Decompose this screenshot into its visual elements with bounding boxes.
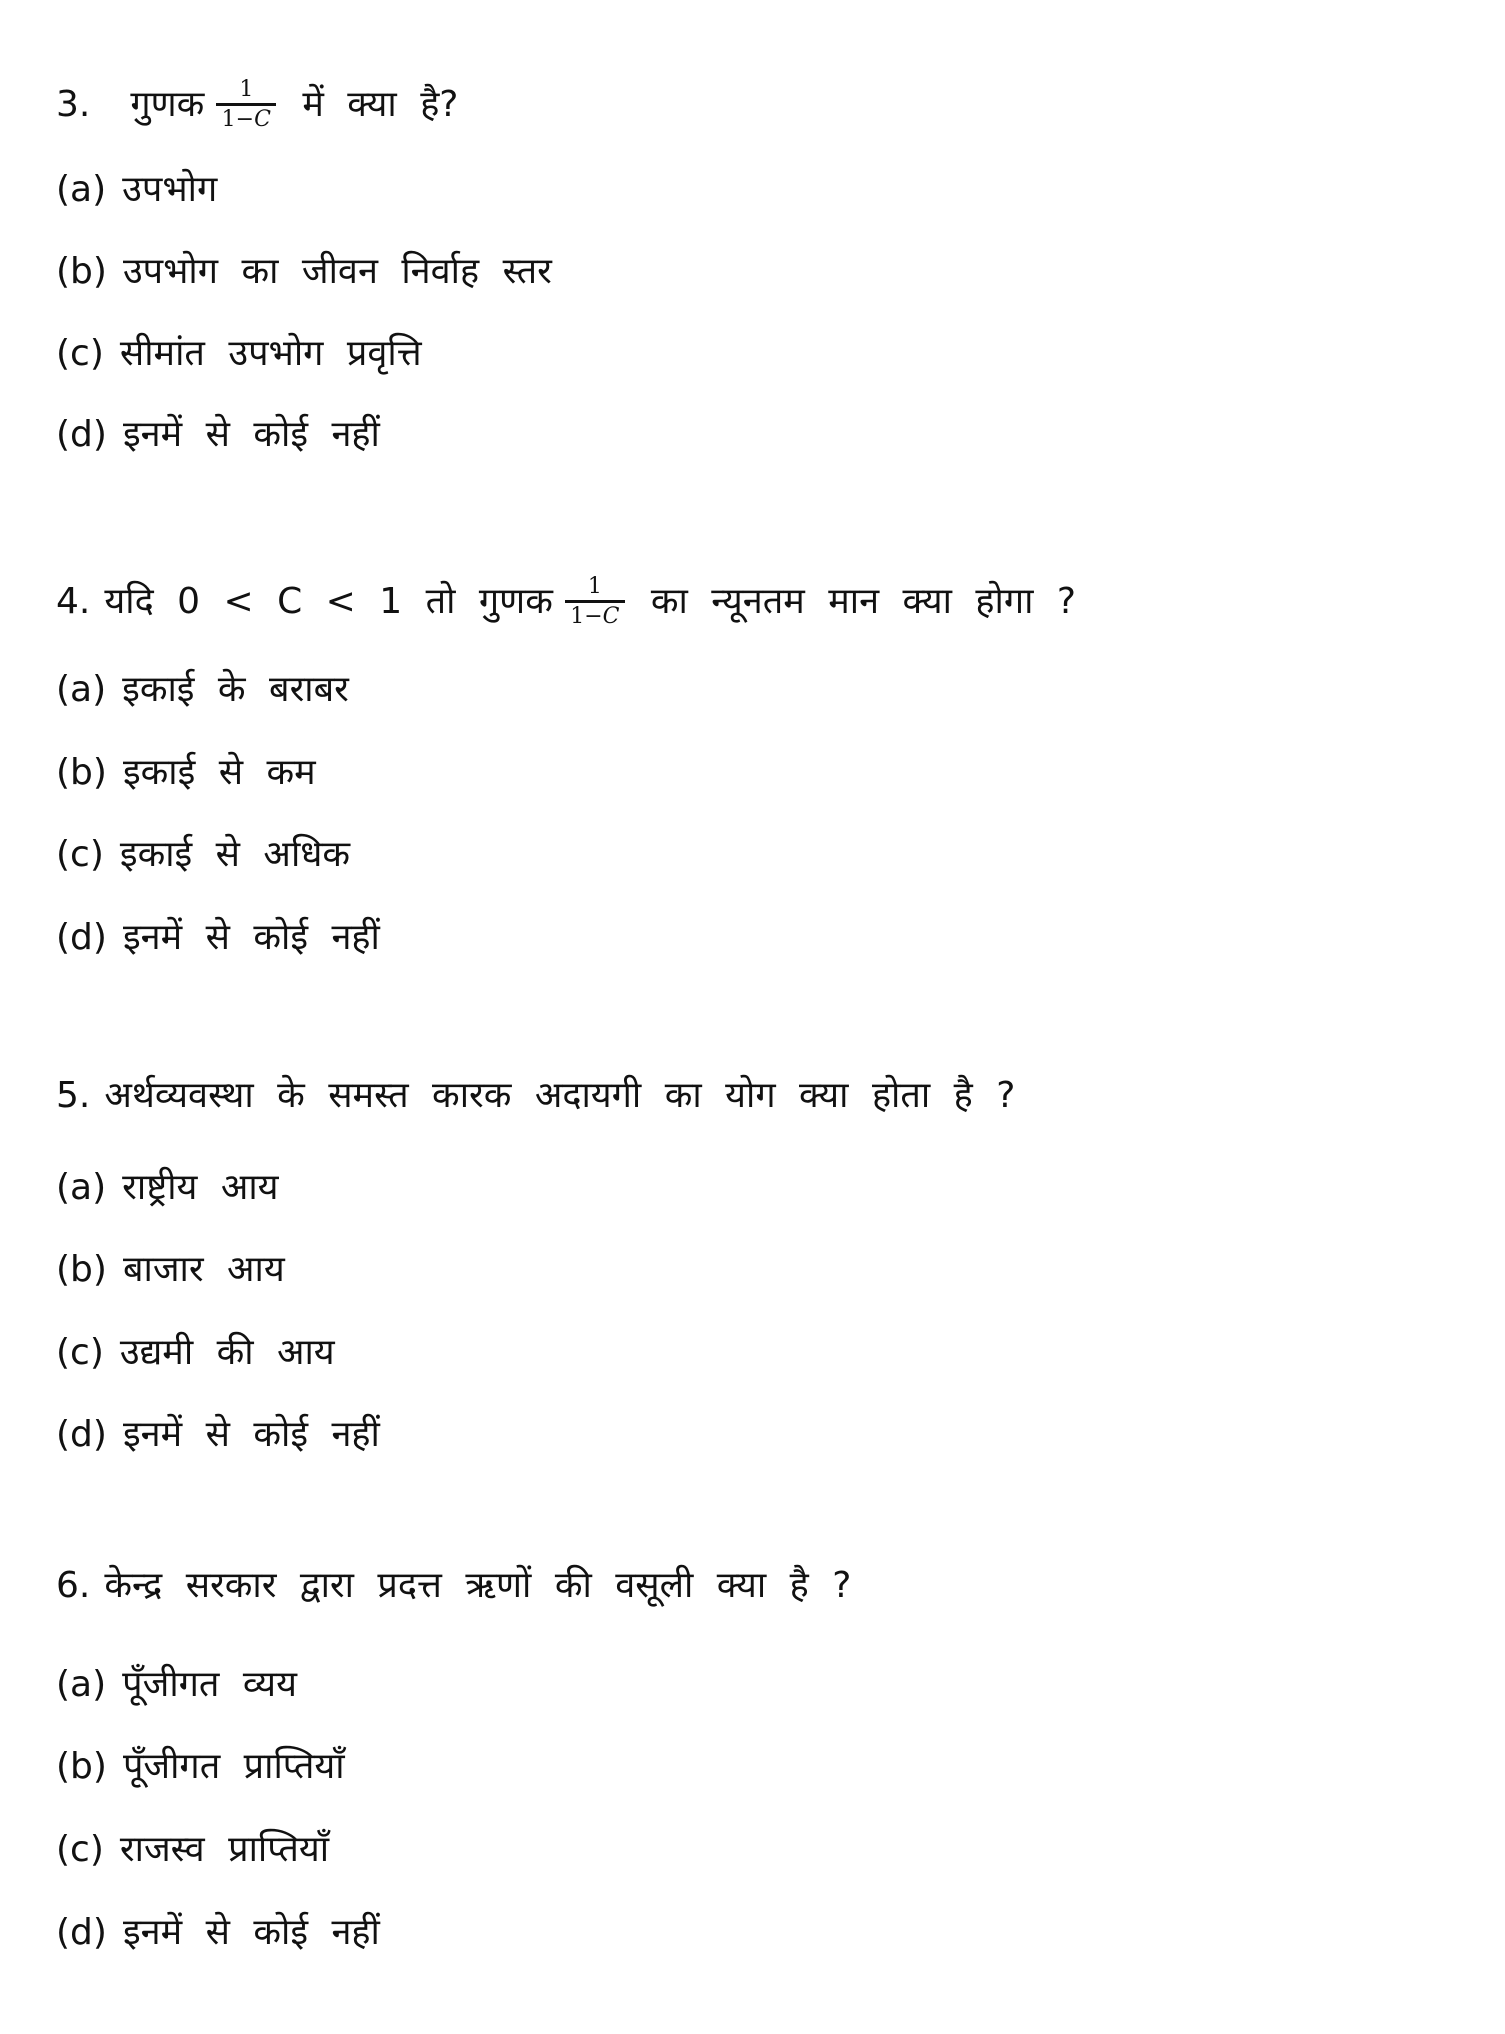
- question-text-after: का न्यूनतम मान क्या होगा ?: [650, 581, 1077, 622]
- fraction-denominator: [570, 603, 619, 628]
- option-5a[interactable]: [56, 1158, 279, 1218]
- option-text: बाजार आय: [122, 1249, 285, 1290]
- option-label: (d): [56, 414, 107, 455]
- question-number: 6.: [56, 1565, 91, 1606]
- option-text: राष्ट्रीय आय: [122, 1167, 279, 1208]
- option-label: (c): [56, 333, 104, 374]
- option-5d[interactable]: [56, 1405, 380, 1465]
- option-4a[interactable]: [56, 660, 349, 720]
- question-text-before: यदि 0 < C < 1 तो गुणक: [104, 581, 553, 622]
- option-text: उपभोग का जीवन निर्वाह स्तर: [122, 251, 552, 292]
- question-number: 5.: [56, 1075, 91, 1116]
- option-text: इकाई के बराबर: [122, 669, 349, 710]
- option-6d[interactable]: [56, 1903, 380, 1963]
- option-3b[interactable]: [56, 242, 552, 302]
- question-text-after: में क्या है?: [302, 84, 459, 125]
- question-5: [56, 1066, 1015, 1126]
- option-3a[interactable]: [56, 160, 217, 220]
- option-4b[interactable]: [56, 743, 316, 803]
- option-label: (b): [56, 1746, 107, 1787]
- fraction-numerator: 1: [239, 77, 254, 102]
- option-text: इकाई से कम: [122, 752, 316, 793]
- option-label: (d): [56, 1912, 107, 1953]
- option-5b[interactable]: [56, 1240, 285, 1300]
- denominator-variable: C: [602, 604, 620, 629]
- option-label: (a): [56, 169, 107, 210]
- fraction-numerator: 1: [587, 574, 602, 599]
- option-label: (b): [56, 251, 107, 292]
- question-text-before: गुणक: [130, 84, 205, 125]
- option-6c[interactable]: [56, 1820, 329, 1880]
- option-text: पूँजीगत व्यय: [122, 1664, 297, 1705]
- option-label: (b): [56, 1249, 107, 1290]
- option-label: (a): [56, 669, 107, 710]
- option-text: इनमें से कोई नहीं: [122, 1912, 380, 1953]
- option-text: उपभोग: [122, 169, 218, 210]
- option-text: इनमें से कोई नहीं: [122, 414, 380, 455]
- denominator-prefix: 1−: [570, 604, 603, 629]
- option-label: (a): [56, 1167, 107, 1208]
- denominator-prefix: 1−: [221, 107, 255, 132]
- option-text: राजस्व प्राप्तियाँ: [119, 1829, 330, 1870]
- option-6a[interactable]: [56, 1655, 297, 1715]
- option-text: सीमांत उपभोग प्रवृत्ति: [119, 333, 422, 374]
- option-label: (c): [56, 1332, 104, 1373]
- fraction-multiplier: [216, 79, 276, 131]
- option-text: पूँजीगत प्राप्तियाँ: [122, 1746, 345, 1787]
- option-text: उद्यमी की आय: [119, 1332, 335, 1373]
- question-4: [56, 572, 1076, 632]
- option-text: इकाई से अधिक: [119, 834, 351, 875]
- fraction-denominator: [222, 106, 271, 131]
- question-6: [56, 1556, 851, 1616]
- option-label: (d): [56, 917, 107, 958]
- question-text: अर्थव्यवस्था के समस्त कारक अदायगी का योग क्या होता है ?: [104, 1075, 1016, 1116]
- option-label: (d): [56, 1414, 107, 1455]
- option-6b[interactable]: [56, 1737, 345, 1797]
- fraction-multiplier: [565, 576, 625, 628]
- option-label: (c): [56, 1829, 104, 1870]
- option-label: (c): [56, 834, 104, 875]
- option-label: (a): [56, 1664, 107, 1705]
- question-number: 4.: [56, 581, 91, 622]
- option-label: (b): [56, 752, 107, 793]
- option-text: इनमें से कोई नहीं: [122, 1414, 380, 1455]
- denominator-variable: C: [254, 107, 271, 132]
- question-3: [56, 75, 458, 135]
- question-number: 3.: [56, 84, 91, 125]
- option-3d[interactable]: [56, 405, 380, 465]
- option-3c[interactable]: [56, 324, 422, 384]
- option-5c[interactable]: [56, 1323, 335, 1383]
- question-text: केन्द्र सरकार द्वारा प्रदत्त ऋणों की वसूली क्या है ?: [104, 1565, 852, 1606]
- option-text: इनमें से कोई नहीं: [122, 917, 380, 958]
- option-4c[interactable]: [56, 825, 350, 885]
- option-4d[interactable]: [56, 908, 380, 968]
